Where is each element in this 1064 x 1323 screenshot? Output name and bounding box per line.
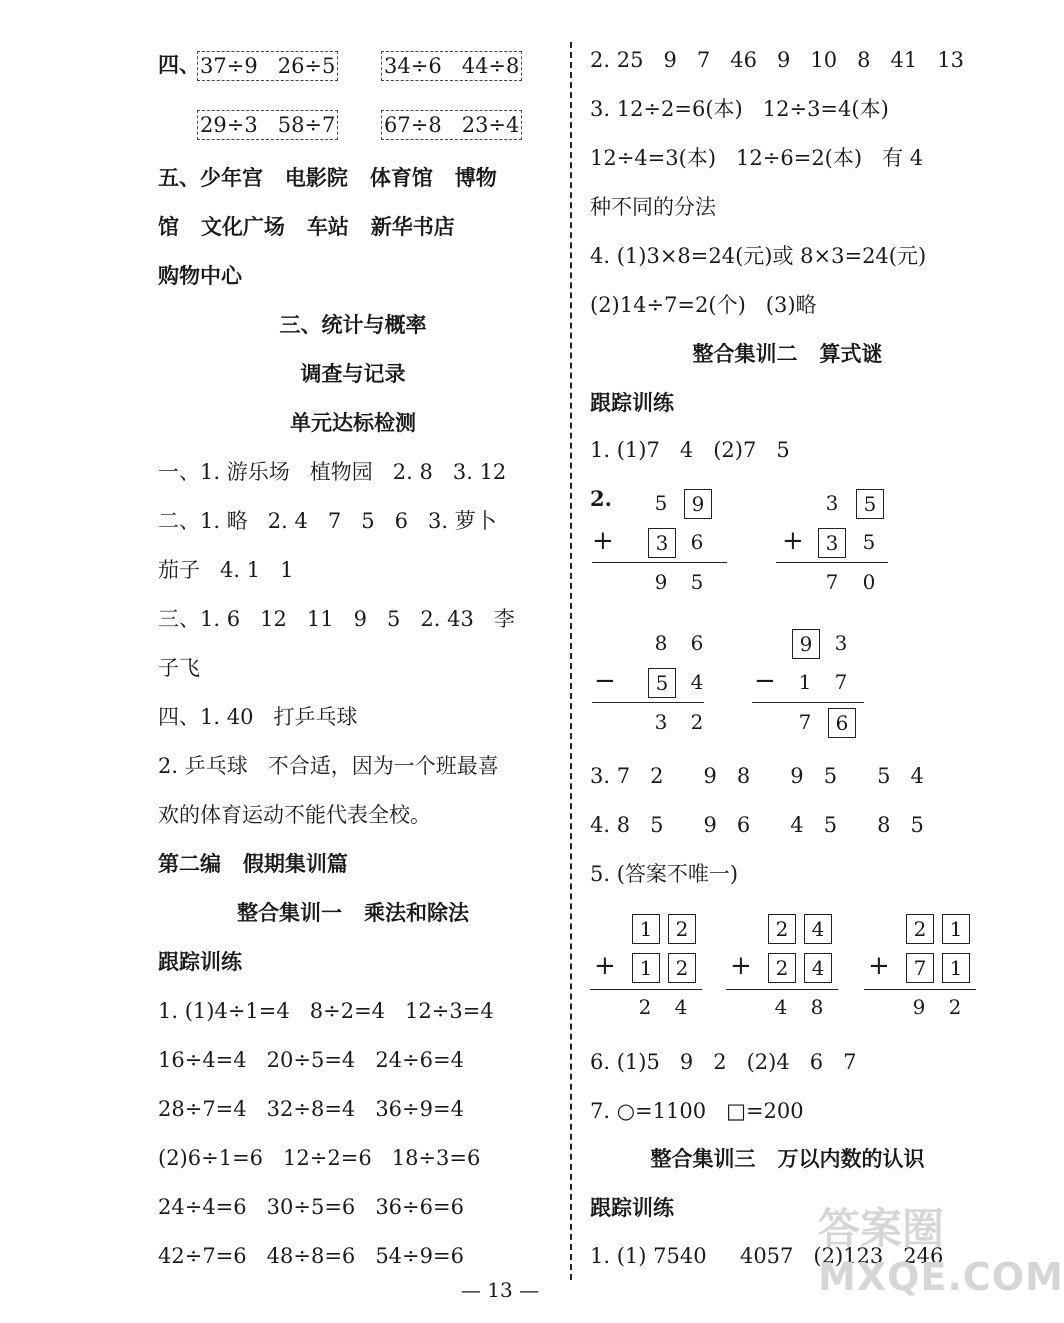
addition-puzzle: [776, 489, 888, 599]
answer-line: 子飞: [158, 656, 200, 680]
answer-box: 67÷8 23÷4: [381, 110, 522, 140]
digit-box: 4: [804, 953, 832, 983]
sum-line: [726, 989, 838, 990]
chapter-heading: 三、统计与概率: [279, 312, 427, 337]
digit-box: 1: [942, 953, 970, 983]
digit: 3: [654, 710, 668, 734]
plus-sign: +: [730, 951, 752, 981]
answer-line: (2)6÷1=6 12÷2=6 18÷3=6: [158, 1146, 481, 1170]
digit-box: 5: [648, 668, 676, 698]
plus-sign: +: [782, 526, 804, 556]
digit: 1: [798, 670, 812, 694]
unit-heading: 单元达标检测: [290, 410, 416, 435]
digit-box: 9: [684, 489, 712, 519]
difference-line: [592, 702, 704, 703]
training-heading: 整合集训二 算式谜: [692, 341, 883, 366]
minus-sign: −: [754, 666, 776, 696]
sum-line: [592, 562, 727, 563]
digit-box: 1: [942, 914, 970, 944]
answer-line: 7. ○=1100 □=200: [590, 1099, 804, 1123]
digit: 8: [810, 995, 824, 1019]
digit-box: 6: [828, 708, 856, 738]
digit-box: 2: [768, 914, 796, 944]
watermark-text: 答案圈: [818, 1204, 945, 1253]
answer-line: 6. (1)5 9 2 (2)4 6 7: [590, 1050, 857, 1074]
answer-line: 24÷4=6 30÷5=6 36÷6=6: [158, 1195, 464, 1219]
digit: 9: [912, 995, 926, 1019]
digit-box: 1: [632, 914, 660, 944]
digit-box: 2: [668, 953, 696, 983]
digit-box: 4: [804, 914, 832, 944]
sum-line: [776, 562, 888, 563]
digit: 2: [948, 995, 962, 1019]
digit: 9: [654, 570, 668, 594]
digit: 7: [825, 570, 839, 594]
answer-line: 28÷7=4 32÷8=4 36÷9=4: [158, 1097, 464, 1121]
sum-line: [590, 989, 702, 990]
page-number: — 13 —: [460, 1278, 540, 1302]
answer-line: 4. (1)3×8=24(元)或 8×3=24(元): [590, 244, 927, 268]
subtraction-puzzle: [592, 629, 704, 739]
digit-box: 7: [906, 953, 934, 983]
minus-sign: −: [594, 666, 616, 696]
tracking-heading: 跟踪训练: [590, 390, 674, 415]
digit: 4: [674, 995, 688, 1019]
answer-line: 5. (答案不唯一): [590, 862, 739, 886]
digit: 8: [654, 631, 668, 655]
digit: 3: [825, 491, 839, 515]
digit-box: 9: [792, 629, 820, 659]
answer-line: 12÷4=3(本) 12÷6=2(本) 有 4: [590, 146, 924, 170]
part-heading: 第二编 假期集训篇: [158, 851, 348, 876]
addition-puzzle: [726, 914, 838, 1024]
digit: 7: [798, 710, 812, 734]
answer-line: 茄子 4. 1 1: [158, 558, 294, 582]
answer-line: 16÷4=4 20÷5=4 24÷6=4: [158, 1048, 464, 1072]
answer-line: 欢的体育运动不能代表全校。: [158, 803, 431, 827]
digit-box: 5: [856, 489, 884, 519]
answer-line: 3. 7 2 9 8 9 5 5 4: [590, 764, 924, 788]
digit: 4: [774, 995, 788, 1019]
answer-line: 2. 25 9 7 46 9 10 8 41 13: [590, 48, 964, 72]
digit: 6: [690, 530, 704, 554]
digit: 2: [690, 710, 704, 734]
answer-box: 29÷3 58÷7: [197, 110, 338, 140]
difference-line: [752, 702, 864, 703]
digit-box: 2: [906, 914, 934, 944]
answer-line: 种不同的分法: [590, 195, 716, 219]
answer-line: 三、1. 6 12 11 9 5 2. 43 李: [158, 607, 515, 631]
digit-box: 3: [818, 528, 846, 558]
digit: 7: [834, 670, 848, 694]
digit: 5: [862, 530, 876, 554]
watermark-url: MXQE.COM: [818, 1255, 1064, 1299]
answer-line: 购物中心: [158, 263, 242, 288]
answer-line: 二、1. 略 2. 4 7 5 6 3. 萝卜: [158, 509, 497, 533]
section-heading: 调查与记录: [300, 361, 406, 386]
digit: 4: [690, 670, 704, 694]
answer-line: 3. 12÷2=6(本) 12÷3=4(本): [590, 97, 889, 121]
addition-puzzle: [590, 914, 702, 1024]
plus-sign: +: [868, 951, 890, 981]
addition-puzzle: [864, 914, 976, 1024]
subtraction-puzzle: [752, 629, 864, 741]
digit-box: 1: [632, 953, 660, 983]
digit: 5: [690, 570, 704, 594]
answer-line: (2)14÷7=2(个) (3)略: [590, 293, 817, 317]
digit: 3: [834, 631, 848, 655]
digit: 6: [690, 631, 704, 655]
training-heading: 整合集训一 乘法和除法: [237, 900, 469, 925]
plus-sign: +: [594, 951, 616, 981]
column-divider: [570, 42, 572, 1280]
answer-line: 2. 乒乓球 不合适，因为一个班最喜: [158, 754, 499, 778]
answer-box: 37÷9 26÷5: [197, 51, 338, 81]
answer-line: 42÷7=6 48÷8=6 54÷9=6: [158, 1244, 464, 1268]
digit-box: 3: [648, 528, 676, 558]
answer-line: 4. 8 5 9 6 4 5 8 5: [590, 813, 924, 837]
plus-sign: +: [592, 526, 614, 556]
digit: 0: [862, 570, 876, 594]
addition-puzzle: [592, 489, 727, 599]
tracking-heading: 跟踪训练: [158, 949, 242, 974]
digit-box: 2: [768, 953, 796, 983]
section-four-label: 四、: [158, 52, 200, 77]
sum-line: [864, 989, 976, 990]
answer-line: 四、1. 40 打乒乓球: [158, 705, 358, 729]
answer-line: 一、1. 游乐场 植物园 2. 8 3. 12: [158, 460, 507, 484]
training-heading: 整合集训三 万以内数的认识: [650, 1146, 925, 1171]
answer-box: 34÷6 44÷8: [381, 51, 522, 81]
answer-line: 五、少年宫 电影院 体育馆 博物: [158, 165, 497, 190]
digit: 2: [638, 995, 652, 1019]
answer-line: 1. (1) 7540 4057 (2)123 246: [590, 1244, 944, 1268]
digit: 5: [654, 491, 668, 515]
answer-line: 1. (1)7 4 (2)7 5: [590, 438, 790, 462]
tracking-heading: 跟踪训练: [590, 1195, 674, 1220]
answer-line: 1. (1)4÷1=4 8÷2=4 12÷3=4: [158, 999, 494, 1023]
digit-box: 2: [668, 914, 696, 944]
answer-line: 馆 文化广场 车站 新华书店: [158, 214, 455, 239]
question-number: 2.: [590, 486, 612, 511]
